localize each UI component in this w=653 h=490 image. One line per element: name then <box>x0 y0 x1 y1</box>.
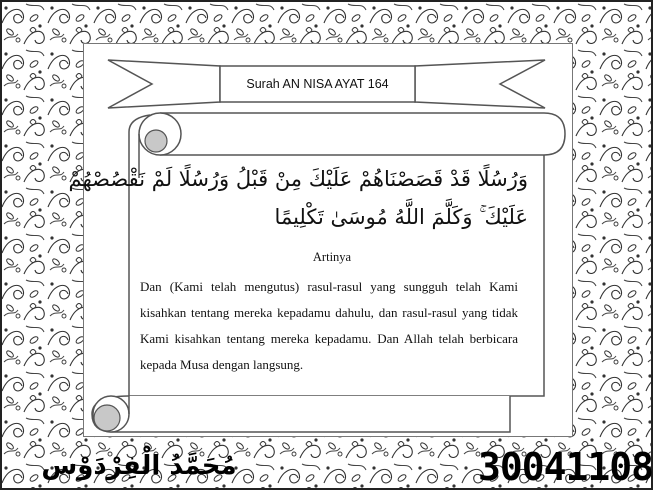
translation-text: Dan (Kami telah mengutus) rasul-rasul yang sungguh telah Kami kisahkan tentang mereka kepadamu dahulu, dan rasul-rasul yang tidak Kami kisahkan tentang mereka kepadamu. Dan Allah telah berbicara kepada Musa dengan langsung. <box>140 279 518 372</box>
arabic-verse <box>68 160 528 236</box>
student-number: 30041108 <box>478 445 653 489</box>
author-name-arabic: مُحَمَّدُ الْفِرْدَوْس <box>41 451 237 481</box>
translation-heading: Artinya <box>312 250 352 264</box>
arabic-line-2: عَلَيْكَ ۚ وَكَلَّمَ اللَّهُ مُوسَىٰ تَكْلِيمًا <box>274 205 528 229</box>
arabic-line-1: وَرُسُلًا قَدْ قَصَصْنَاهُمْ عَلَيْكَ مِنْ قَبْلُ وَرُسُلًا لَمْ نَقْصُصْهُمْ <box>68 167 528 191</box>
banner-title: Surah AN NISA AYAT 164 <box>246 77 389 91</box>
